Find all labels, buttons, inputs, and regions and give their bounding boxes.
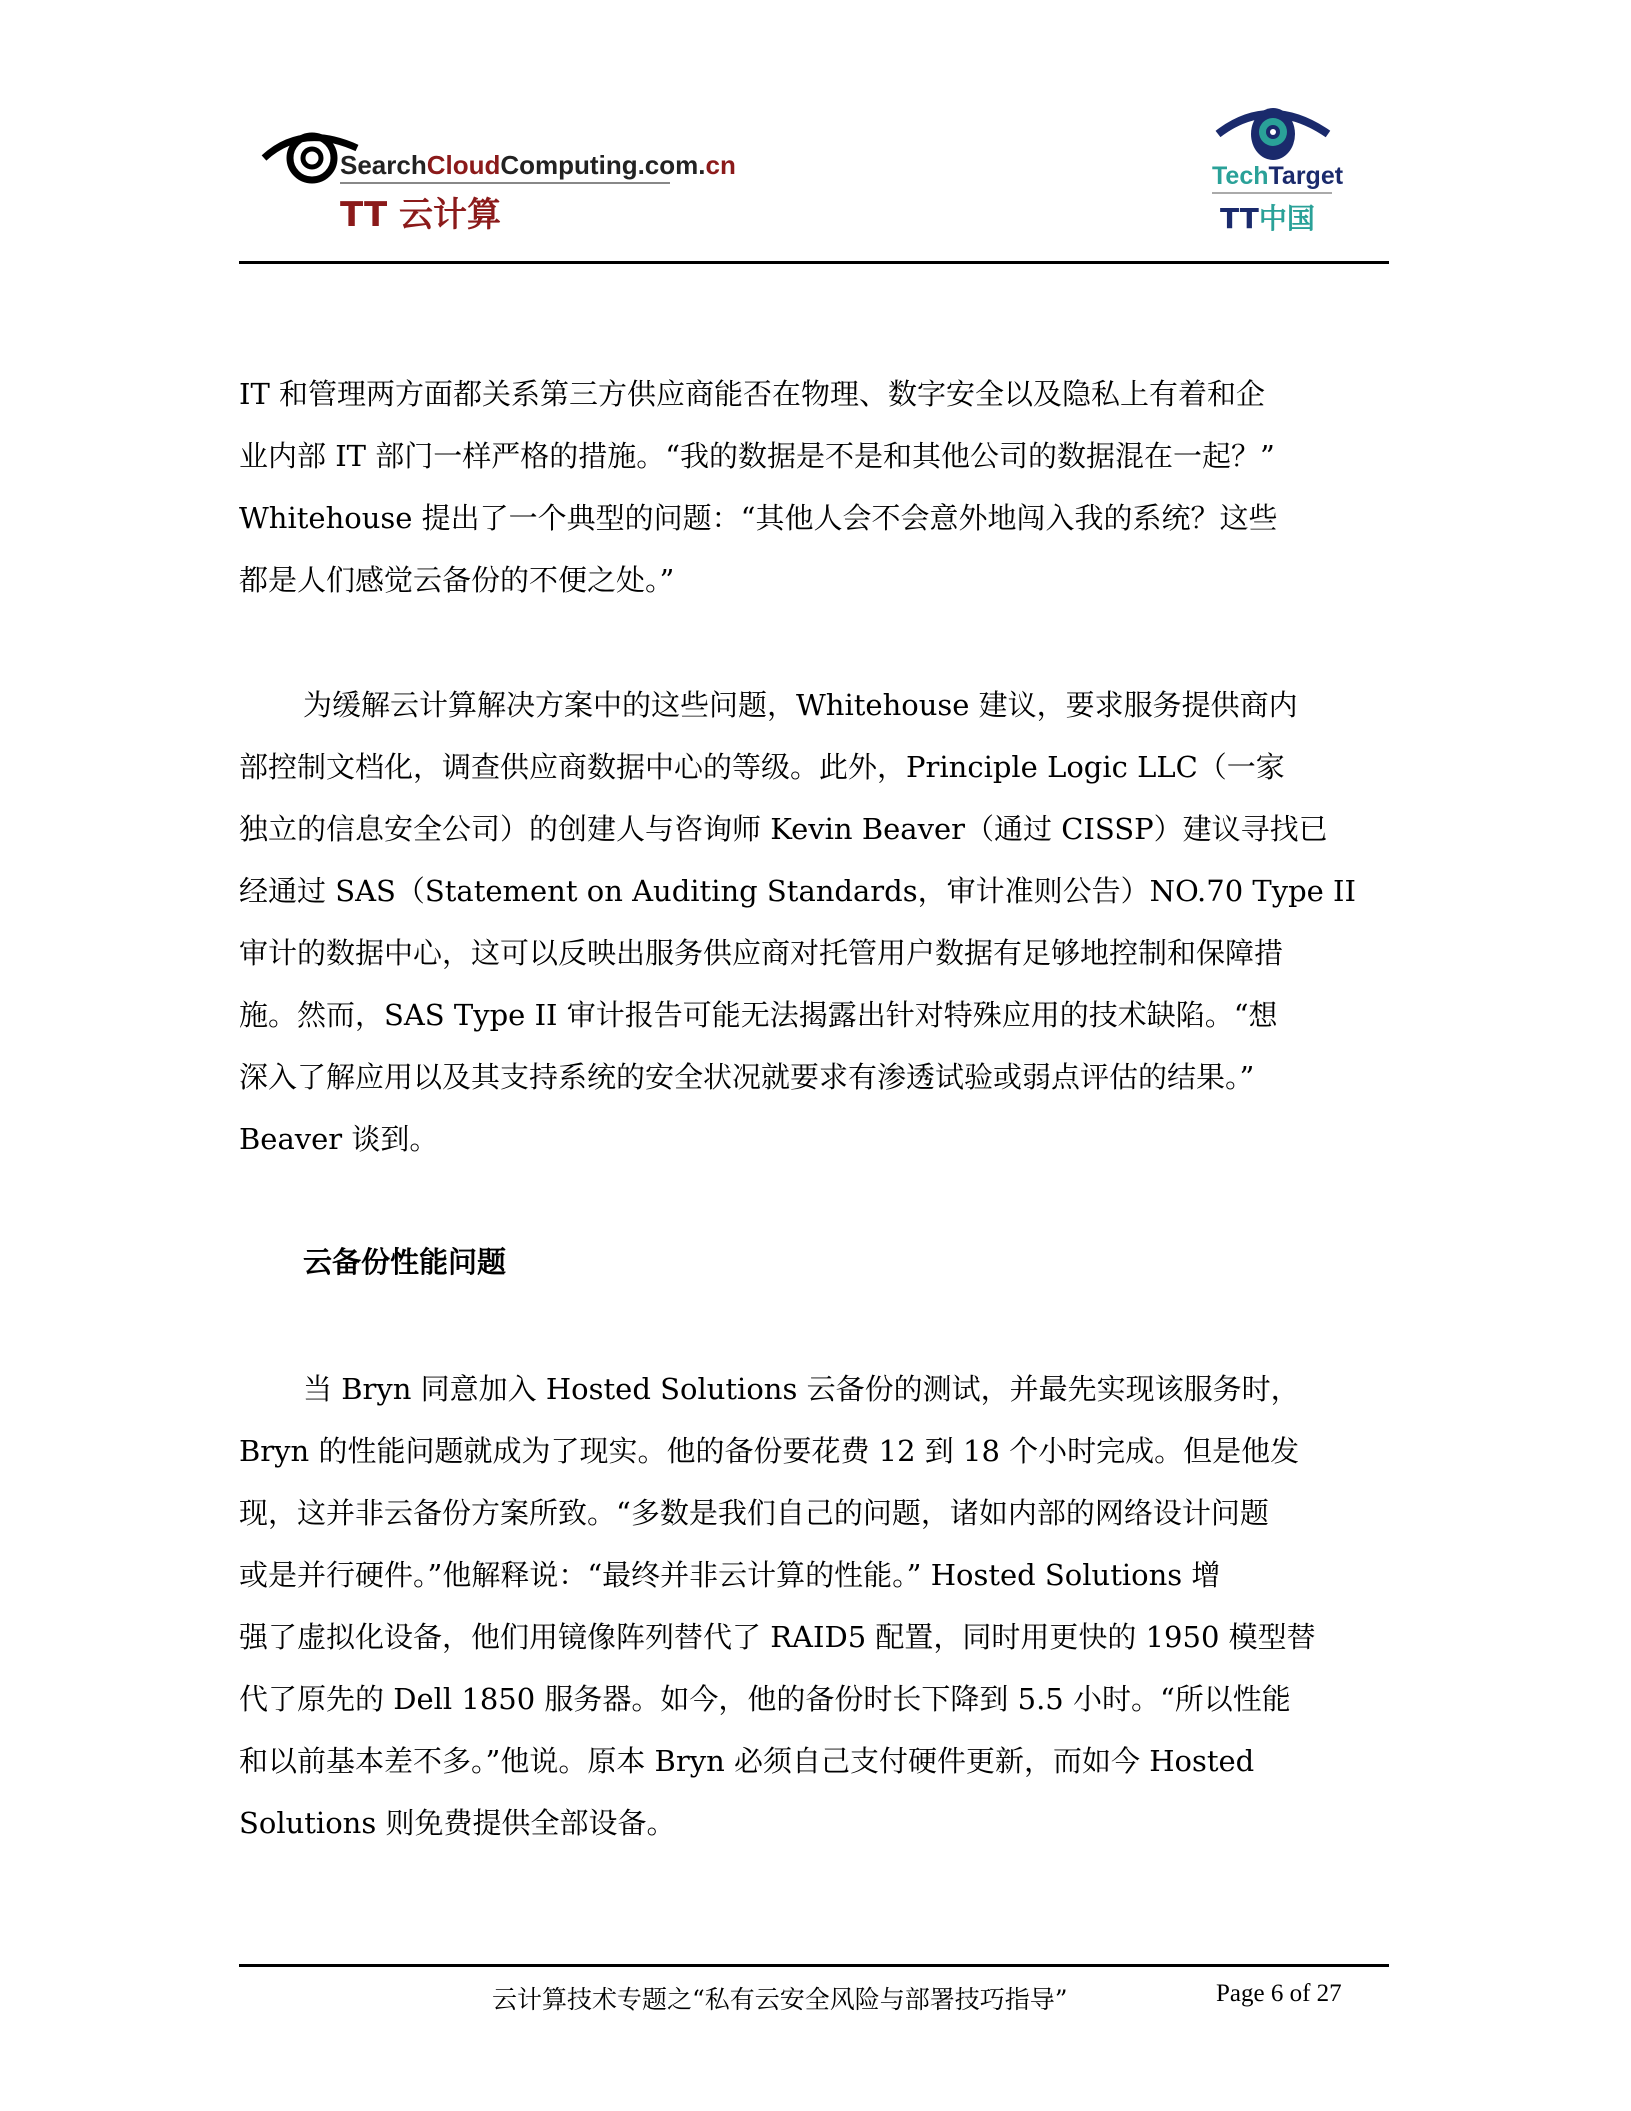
svg-text:TechTarget: TechTarget bbox=[1212, 162, 1344, 190]
footer-rule bbox=[239, 1964, 1389, 1967]
text-line: Beaver 谈到。 bbox=[239, 1122, 439, 1156]
paragraph-2 bbox=[239, 674, 1399, 1170]
text-line: 强了虚拟化设备，他们用镜像阵列替代了 RAID5 配置，同时用更快的 1950 模型替 bbox=[239, 1620, 1316, 1654]
footer-title: 云计算技术专题之“私有云安全风险与部署技巧指导” bbox=[492, 1985, 1068, 2014]
section-heading: 云备份性能问题 bbox=[303, 1245, 507, 1279]
text-line: 当 Bryn 同意加入 Hosted Solutions 云备份的测试，并最先实现该服务时， bbox=[303, 1372, 1300, 1406]
text-line: Whitehouse 提出了一个典型的问题：“其他人会不会意外地闯入我的系统？这些 bbox=[239, 501, 1278, 535]
header-rule bbox=[239, 261, 1389, 264]
techtarget-logo bbox=[1210, 104, 1345, 234]
text-line: 和以前基本差不多。”他说。原本 Bryn 必须自己支付硬件更新，而如今 Hosted bbox=[239, 1744, 1255, 1778]
text-line: 经通过 SAS（Statement on Auditing Standards，审计准则公告）NO.70 Type II bbox=[239, 874, 1356, 908]
svg-text:TT 云计算: TT 云计算 bbox=[340, 195, 502, 235]
text-line: IT 和管理两方面都关系第三方供应商能否在物理、数字安全以及隐私上有着和企 bbox=[239, 377, 1266, 411]
text-line: 施。然而，SAS Type II 审计报告可能无法揭露出针对特殊应用的技术缺陷。“想 bbox=[239, 998, 1278, 1032]
text-line: Bryn 的性能问题就成为了现实。他的备份要花费 12 到 18 个小时完成。但是他发 bbox=[239, 1434, 1300, 1468]
text-line: 部控制文档化，调查供应商数据中心的等级。此外，Principle Logic LLC（一家 bbox=[239, 750, 1285, 784]
text-line: 现，这并非云备份方案所致。“多数是我们自己的问题，诸如内部的网络设计问题 bbox=[239, 1496, 1269, 1530]
paragraph-1 bbox=[239, 363, 1399, 611]
text-line: 代了原先的 Dell 1850 服务器。如今，他的备份时长下降到 5.5 小时。“所以性能 bbox=[239, 1682, 1291, 1716]
text-line: 业内部 IT 部门一样严格的措施。“我的数据是不是和其他公司的数据混在一起？” bbox=[239, 439, 1275, 473]
paragraph-3 bbox=[239, 1358, 1399, 1854]
page-number: Page 6 of 27 bbox=[1216, 1980, 1342, 2007]
text-line: 独立的信息安全公司）的创建人与咨询师 Kevin Beaver（通过 CISSP）建议寻找已 bbox=[239, 812, 1328, 846]
text-line: 深入了解应用以及其支持系统的安全状况就要求有渗透试验或弱点评估的结果。” bbox=[239, 1060, 1255, 1094]
svg-text:SearchCloudComputing.com.cn: SearchCloudComputing.com.cn bbox=[340, 150, 736, 180]
text-line: 都是人们感觉云备份的不便之处。” bbox=[239, 563, 675, 597]
text-line: Solutions 则免费提供全部设备。 bbox=[239, 1806, 676, 1840]
text-line: 为缓解云计算解决方案中的这些问题，Whitehouse 建议，要求服务提供商内 bbox=[303, 688, 1298, 722]
text-line: 或是并行硬件。”他解释说：“最终并非云计算的性能。” Hosted Solutions 增 bbox=[239, 1558, 1221, 1592]
searchcloudcomputing-logo bbox=[262, 128, 736, 238]
svg-text:TT中国: TT中国 bbox=[1220, 202, 1315, 235]
text-line: 审计的数据中心，这可以反映出服务供应商对托管用户数据有足够地控制和保障措 bbox=[239, 936, 1284, 970]
